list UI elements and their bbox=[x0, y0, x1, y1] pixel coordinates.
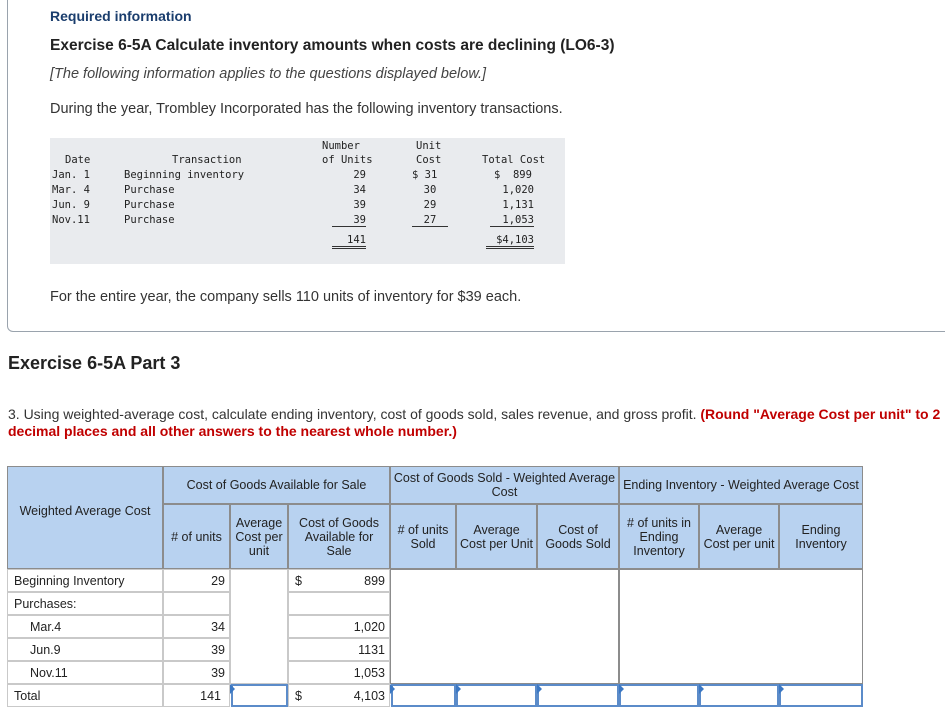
row-units: 39 bbox=[332, 214, 366, 227]
row-total: 1,053 bbox=[490, 214, 534, 227]
row-cost: $ 31 bbox=[412, 169, 438, 181]
input-marker-icon bbox=[619, 684, 624, 694]
row-date: Mar. 4 bbox=[52, 184, 90, 196]
avg-cost-sold-subheader: Average Cost per Unit bbox=[456, 504, 537, 569]
row-units: 39 bbox=[353, 199, 366, 211]
units-nov: 39 bbox=[163, 661, 230, 684]
required-info-label: Required information bbox=[50, 8, 192, 24]
input-marker-icon bbox=[779, 684, 784, 694]
units-subheader: # of units bbox=[163, 504, 230, 569]
row-transaction: Purchase bbox=[124, 199, 175, 211]
units-ending-input[interactable] bbox=[619, 684, 699, 707]
cogas-subheader: Cost of Goods Available for Sale bbox=[288, 504, 390, 569]
row-transaction: Purchase bbox=[124, 184, 175, 196]
cogs-area bbox=[390, 569, 619, 684]
exercise-title: Exercise 6-5A Calculate inventory amounts when costs are declining (LO6-3) bbox=[50, 37, 615, 54]
cost-header-1: Unit bbox=[416, 140, 442, 152]
units-header-2: of Units bbox=[322, 154, 373, 166]
cogas-jun: 1131 bbox=[288, 638, 390, 661]
dollar-sign: $ bbox=[295, 689, 302, 703]
row-units: 29 bbox=[353, 169, 366, 181]
weighted-average-header: Weighted Average Cost bbox=[7, 466, 163, 569]
row-total: 1,131 bbox=[502, 199, 534, 211]
row-total: $ 899 bbox=[494, 169, 532, 181]
units-ending-subheader: # of units in Ending Inventory bbox=[619, 504, 699, 569]
ending-inventory-subheader: Ending Inventory bbox=[779, 504, 863, 569]
units-beginning: 29 bbox=[163, 569, 230, 592]
question-body: 3. Using weighted-average cost, calculate ending inventory, cost of goods sold, sales revenue, and gross profit. bbox=[8, 406, 697, 422]
row-cost: 27 bbox=[412, 214, 448, 227]
row-units: 34 bbox=[353, 184, 366, 196]
input-marker-icon bbox=[456, 684, 461, 694]
ending-inventory-input[interactable] bbox=[779, 684, 863, 707]
avg-cost-ending-subheader: Average Cost per unit bbox=[699, 504, 779, 569]
row-transaction: Purchase bbox=[124, 214, 175, 226]
avg-cost-per-unit-input[interactable] bbox=[231, 684, 288, 707]
info-note: [The following information applies to the questions displayed below.] bbox=[50, 66, 487, 82]
cogas-total-value: 4,103 bbox=[353, 688, 385, 703]
row-date: Jan. 1 bbox=[52, 169, 90, 181]
units-jun: 39 bbox=[163, 638, 230, 661]
row-total: 1,020 bbox=[502, 184, 534, 196]
total-header: Total Cost bbox=[482, 154, 546, 166]
cogs-input[interactable] bbox=[537, 684, 619, 707]
date-header: Date bbox=[65, 154, 91, 166]
row-cost: 29 bbox=[423, 199, 437, 211]
row-label-total: Total bbox=[7, 684, 163, 707]
input-marker-icon bbox=[699, 684, 704, 694]
input-marker-icon bbox=[390, 684, 395, 694]
weighted-average-grid bbox=[7, 466, 863, 708]
transactions-table bbox=[50, 138, 565, 264]
cogs-subheader: Cost of Goods Sold bbox=[537, 504, 619, 569]
cost-header-2: Cost bbox=[416, 154, 442, 166]
cogas-purchases-blank bbox=[288, 592, 390, 615]
row-date: Jun. 9 bbox=[52, 199, 90, 211]
rounding-instruction: (Round "Average Cost per unit" to 2 decimal places and all other answers to the nearest whole number.) bbox=[8, 406, 941, 439]
cogas-beginning bbox=[288, 569, 390, 592]
cogas-mar: 1,020 bbox=[288, 615, 390, 638]
avg-cost-blank bbox=[230, 569, 288, 684]
avg-cost-sold-input[interactable] bbox=[456, 684, 537, 707]
row-label-beginning: Beginning Inventory bbox=[7, 569, 163, 592]
row-transaction: Beginning inventory bbox=[124, 169, 245, 181]
transaction-header: Transaction bbox=[172, 154, 242, 166]
sales-info: For the entire year, the company sells 110 units of inventory for $39 each. bbox=[50, 289, 522, 305]
row-label-nov: Nov.11 bbox=[7, 661, 163, 684]
cogas-nov: 1,053 bbox=[288, 661, 390, 684]
sold-group-header: Cost of Goods Sold - Weighted Average Cost bbox=[390, 466, 619, 504]
units-sold-subheader: # of units Sold bbox=[390, 504, 456, 569]
avg-cost-ending-input[interactable] bbox=[699, 684, 779, 707]
input-marker-icon bbox=[537, 684, 542, 694]
units-purchases-blank bbox=[163, 592, 230, 615]
question-text bbox=[8, 406, 945, 440]
row-cost: 30 bbox=[423, 184, 437, 196]
ending-group-header: Ending Inventory - Weighted Average Cost bbox=[619, 466, 863, 504]
units-header-1: Number bbox=[322, 140, 360, 152]
units-mar: 34 bbox=[163, 615, 230, 638]
available-group-header: Cost of Goods Available for Sale bbox=[163, 466, 390, 504]
total-units: 141 bbox=[332, 234, 366, 249]
input-marker-icon bbox=[230, 684, 235, 694]
avg-cost-subheader: Average Cost per unit bbox=[230, 504, 288, 569]
part-title: Exercise 6-5A Part 3 bbox=[8, 353, 181, 373]
row-label-mar: Mar.4 bbox=[7, 615, 163, 638]
row-label-purchases: Purchases: bbox=[7, 592, 163, 615]
units-sold-input[interactable] bbox=[391, 684, 456, 707]
dollar-sign: $ bbox=[295, 574, 302, 588]
row-label-jun: Jun.9 bbox=[7, 638, 163, 661]
row-date: Nov.11 bbox=[52, 214, 90, 226]
cogas-total bbox=[288, 684, 390, 707]
intro-text: During the year, Trombley Incorporated has the following inventory transactions. bbox=[50, 101, 563, 117]
ending-area bbox=[619, 569, 863, 684]
total-cost: $4,103 bbox=[486, 234, 534, 249]
cogas-beginning-value: 899 bbox=[364, 573, 385, 588]
units-total: 141 bbox=[163, 684, 230, 707]
